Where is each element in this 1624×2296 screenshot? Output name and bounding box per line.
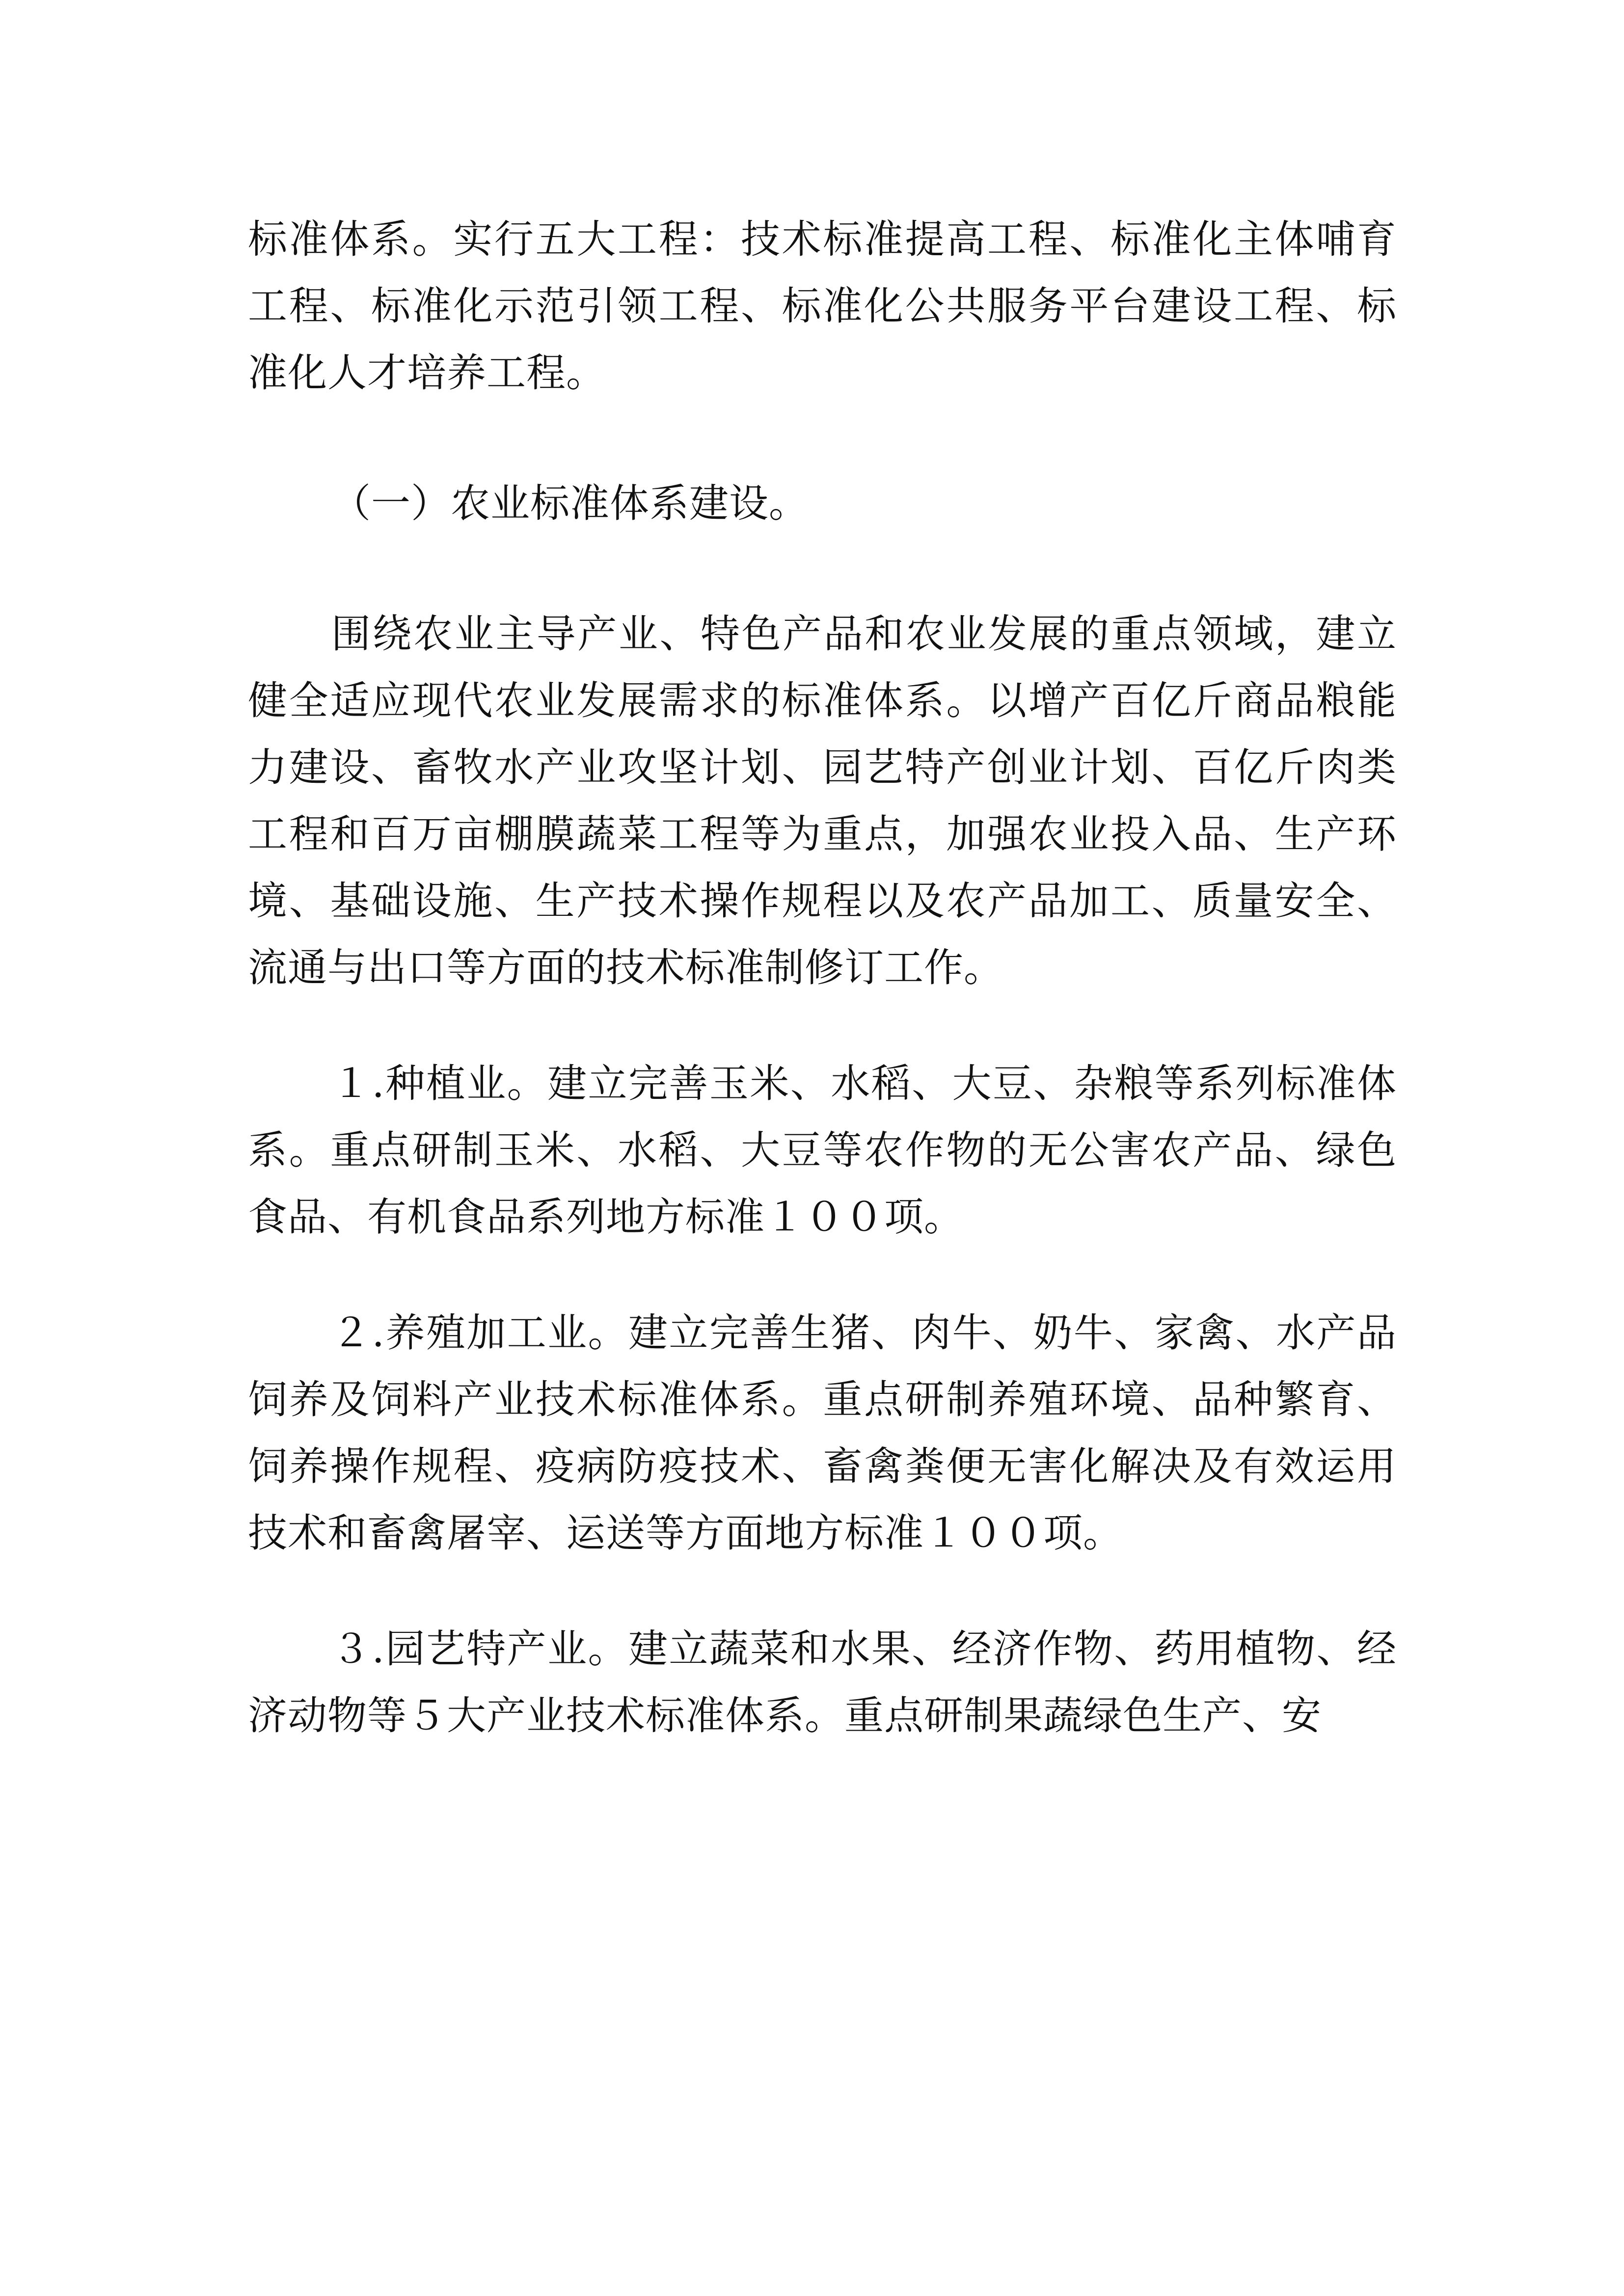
paragraph-horticulture: ３.园艺特产业。建立蔬菜和水果、经济作物、药用植物、经济动物等５大产业技术标准体系。重点研制果蔬绿色生产、安 (248, 1626, 1397, 1738)
paragraph-agriculture-overview: 围绕农业主导产业、特色产品和农业发展的重点领域，建立健全适应现代农业发展需求的标准体系。以增产百亿斤商品粮能力建设、畜牧水产业攻坚计划、园艺特产创业计划、百亿斤肉类工程和百万亩棚膜蔬菜工程等为重点，加强农业投入品、生产环境、基础设施、生产技术操作规程以及农产品加工、质量安全、流通与出口等方面的技术标准制修订工作。 (248, 611, 1397, 990)
paragraph-planting: １.种植业。建立完善玉米、水稻、大豆、杂粮等系列标准体系。重点研制玉米、水稻、大豆等农作物的无公害农产品、绿色食品、有机食品系列地方标准１００项。 (248, 1061, 1397, 1240)
document-body (248, 206, 1397, 1749)
section-heading-agriculture: （一）农业标准体系建设。 (331, 481, 809, 526)
paragraph-standards-system: 标准体系。实行五大工程：技术标准提高工程、标准化主体哺育工程、标准化示范引领工程、标准化公共服务平台建设工程、标准化人才培养工程。 (248, 216, 1397, 396)
paragraph-breeding-processing: ２.养殖加工业。建立完善生猪、肉牛、奶牛、家禽、水产品饲养及饲料产业技术标准体系。重点研制养殖环境、品种繁育、饲养操作规程、疫病防疫技术、畜禽粪便无害化解决及有效运用技术和畜禽屠宰、运送等方面地方标准１００项。 (248, 1310, 1397, 1556)
